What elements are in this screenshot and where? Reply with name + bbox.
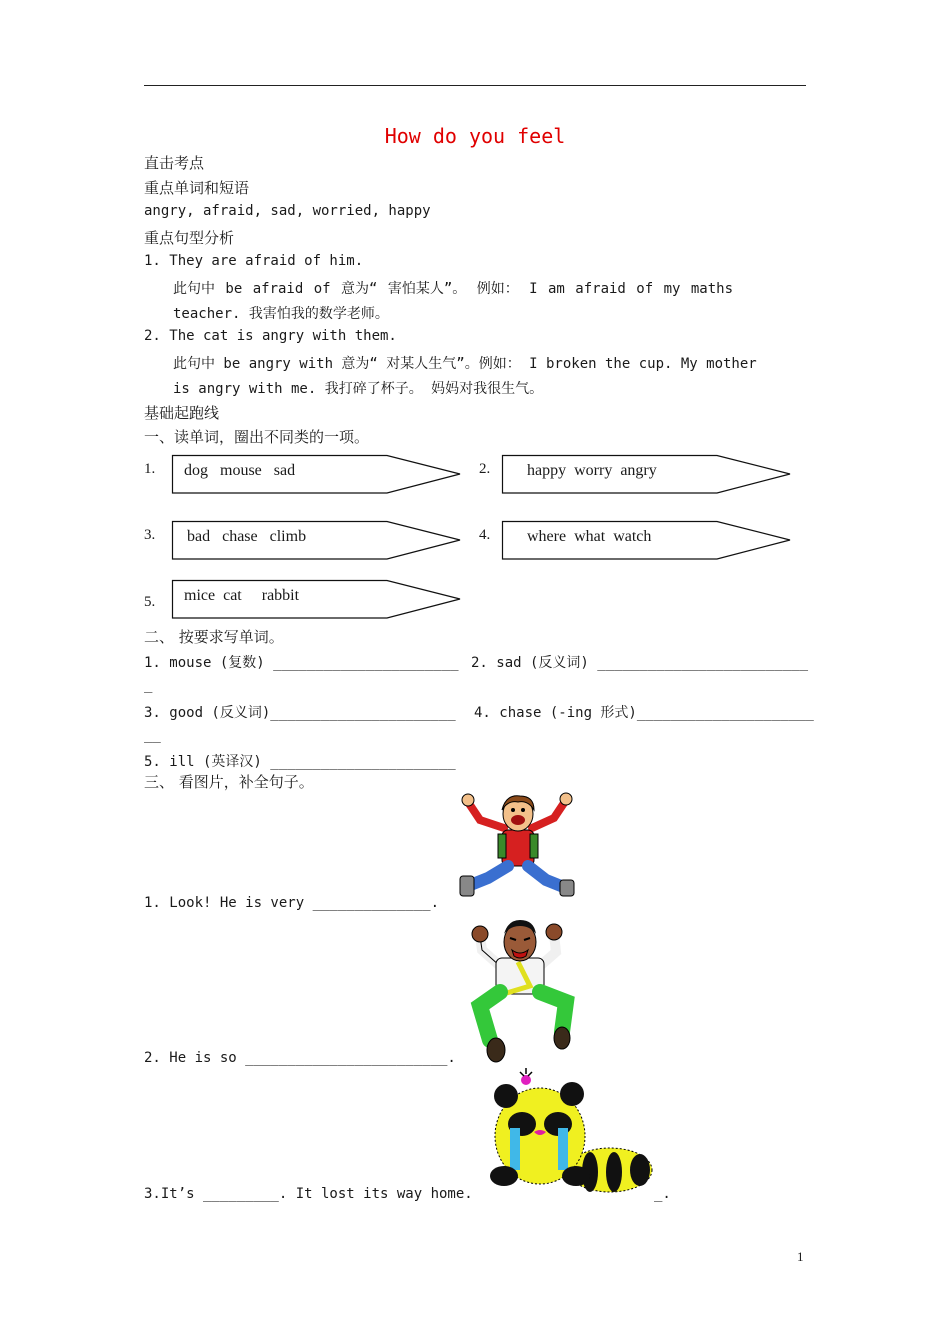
item-5-number: 5. (144, 594, 156, 610)
section-heading-words: 重点单词和短语 (144, 179, 250, 197)
sentence-2-note-line1: 此句中 be angry with 意为“ 对某人生气”。例如： I broken the cup. My mother (173, 356, 757, 372)
item-2-number: 2. (479, 461, 491, 477)
part-3-question-2: 2. He is so ________________________. (144, 1050, 456, 1066)
sentence-2: 2. The cat is angry with them. (144, 328, 397, 344)
page-number: 1 (797, 1249, 804, 1264)
vocabulary-line: angry, afraid, sad, worried, happy (144, 203, 431, 219)
page-title: How do you feel (384, 124, 566, 148)
part-3-question-3: 3.It’s _________. It lost its way home. (144, 1186, 473, 1202)
part-2-question-3: 3. good (反义词)______________________ (144, 705, 456, 721)
word-group-2: happy worry angry (527, 462, 657, 479)
section-heading-sentences: 重点句型分析 (144, 229, 235, 247)
sentence-1: 1. They are afraid of him. (144, 253, 364, 269)
part-2-question-4-wrap: __ (144, 727, 161, 743)
item-1-number: 1. (144, 461, 156, 477)
sentence-1-note-line2: teacher. 我害怕我的数学老师。 (173, 306, 389, 322)
part-2-question-2-wrap: _ (144, 677, 153, 693)
word-group-4: where what watch (527, 528, 652, 545)
header-rule (144, 85, 806, 86)
part-2-question-4: 4. chase (-ing 形式)_____________________ (474, 705, 814, 721)
part-2-question-2: 2. sad (反义词) _________________________ (471, 655, 809, 671)
crying-panda-image (490, 1064, 660, 1204)
part-3-heading: 三、 看图片，补全句子。 (144, 773, 314, 791)
part-2-heading: 二、 按要求写单词。 (144, 628, 284, 646)
happy-boy-image (458, 790, 578, 910)
part-2-question-5: 5. ill (英译汉) ______________________ (144, 754, 456, 770)
part-3-question-3-tail: _. (654, 1186, 671, 1202)
item-3-number: 3. (144, 527, 156, 543)
section-heading-basics: 基础起跑线 (144, 404, 220, 422)
item-4-number: 4. (479, 527, 491, 543)
sentence-2-note-line2: is angry with me. 我打碎了杯子。 妈妈对我很生气。 (173, 381, 544, 397)
part-2-question-1: 1. mouse (复数) ______________________ (144, 655, 459, 671)
section-heading-key-points: 直击考点 (144, 154, 205, 172)
word-group-1: dog mouse sad (184, 462, 296, 479)
part-3-question-1: 1. Look! He is very ______________. (144, 895, 440, 911)
word-group-5: mice cat rabbit (184, 587, 300, 604)
part-1-heading: 一、读单词，圈出不同类的一项。 (144, 428, 370, 446)
angry-man-image (460, 910, 580, 1065)
sentence-1-note-line1: 此句中 be afraid of 意为“ 害怕某人”。 例如： I am afraid of my maths (173, 281, 734, 297)
word-group-3: bad chase climb (187, 528, 307, 545)
